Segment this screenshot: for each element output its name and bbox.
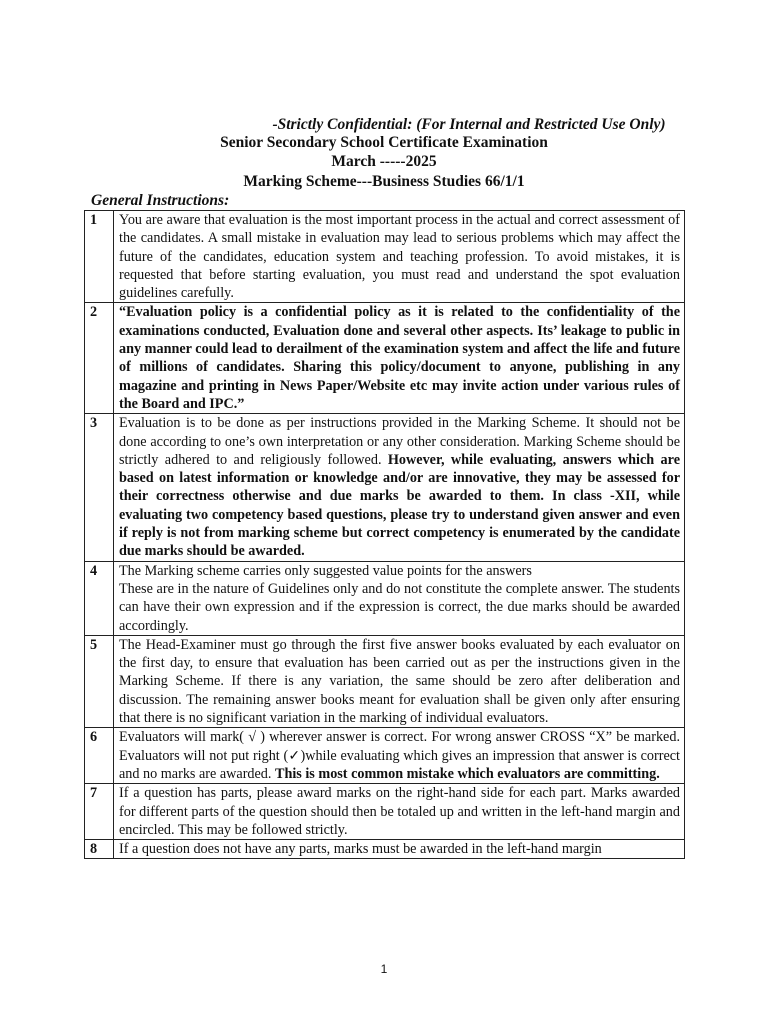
exam-date: March -----2025 [331, 153, 437, 170]
instruction-number: 4 [85, 561, 114, 635]
page-number: 1 [380, 962, 388, 976]
instruction-row [85, 561, 685, 635]
instruction-text [114, 561, 685, 635]
instruction-text-bold: However, while evaluating, answers which are based on latest information or knowledge and/or are innovative, they may be assessed for their correctness otherwise and due marks be awarded to them. In class -XII, while evaluating two competency based questions, please try to understand given answer and even if reply is not from marking scheme but correct competency is enumerated by the candidate due marks should be awarded. [119, 451, 680, 560]
instruction-text-regular: If a question has parts, please award marks on the right-hand side for each part. Marks awarded for different parts of the question should then be totaled up and written in the left-hand margin and encircled. This may be followed strictly. [119, 785, 680, 838]
instruction-number: 1 [85, 211, 114, 303]
instruction-row [85, 728, 685, 784]
instruction-number: 5 [85, 635, 114, 727]
instruction-text-first-line: The Marking scheme carries only suggested value points for the answers [119, 562, 532, 579]
instruction-text [114, 303, 685, 414]
instruction-text [114, 728, 685, 784]
instruction-text [114, 840, 685, 859]
instruction-row [85, 414, 685, 561]
instruction-text [114, 414, 685, 561]
instruction-row [85, 303, 685, 414]
instruction-text [114, 635, 685, 727]
instructions-table [84, 210, 685, 859]
instruction-number: 7 [85, 784, 114, 840]
confidential-notice: -Strictly Confidential: (For Internal and Restricted Use Only) [272, 116, 666, 133]
instruction-text [114, 211, 685, 303]
instruction-text-bold: This is most common mistake which evaluators are committing. [275, 765, 660, 782]
instruction-row [85, 211, 685, 303]
instruction-text-regular: These are in the nature of Guidelines only and do not constitute the complete answer. The students can have their own expression and if the expression is correct, the due marks should be awarded accordingly. [119, 580, 680, 634]
general-instructions-heading: General Instructions: [91, 192, 230, 209]
instruction-text-regular: If a question does not have any parts, marks must be awarded in the left-hand margin [119, 841, 602, 858]
exam-title: Senior Secondary School Certificate Examination [220, 134, 548, 151]
instruction-text-regular: You are aware that evaluation is the most important process in the actual and correct assessment of the candidates. A small mistake in evaluation may lead to serious problems which may affect the future of the candidates, education system and teaching profession. To avoid mistakes, it is requested that before starting evaluation, you must read and understand the spot evaluation guidelines carefully. [119, 212, 680, 302]
instruction-text-regular: Evaluation is to be done as per instructions provided in the Marking Scheme. It should not be done according to one’s own interpretation or any other consideration. Marking Scheme should be strictly adhered to and religiously followed. [119, 415, 680, 468]
instruction-row [85, 635, 685, 727]
instruction-number: 2 [85, 303, 114, 414]
instruction-text [114, 784, 685, 840]
instruction-row [85, 840, 685, 859]
instruction-number: 6 [85, 728, 114, 784]
instruction-number: 3 [85, 414, 114, 561]
instruction-text-regular: Evaluators will mark( √ ) wherever answer is correct. For wrong answer CROSS “X” be marked. Evaluators will not put right (✓)while evaluating which gives an impression that answer is correct and no marks are awarded. [119, 729, 680, 782]
instruction-row [85, 784, 685, 840]
instruction-text-bold: “Evaluation policy is a confidential policy as it is related to the confidentiality of the examinations conducted, Evaluation done and several other aspects. Its’ leakage to public in any manner could lead to derailment of the examination system and affect the life and future of millions of candidates. Sharing this policy/document to anyone, publishing in any magazine and printing in News Paper/Website etc may invite action under various rules of the Board and IPC.” [119, 304, 680, 412]
marking-scheme-title: Marking Scheme---Business Studies 66/1/1 [243, 173, 525, 190]
instruction-number: 8 [85, 840, 114, 859]
instruction-text-regular: The Head-Examiner must go through the first five answer books evaluated by each evaluator on the first day, to ensure that evaluation has been carried out as per the instructions given in the Marking Scheme. If there is any variation, the same should be zero after deliberation and discussion. The remaining answer books meant for evaluation shall be given only after ensuring that there is no significant variation in the marking of individual evaluators. [119, 636, 680, 727]
